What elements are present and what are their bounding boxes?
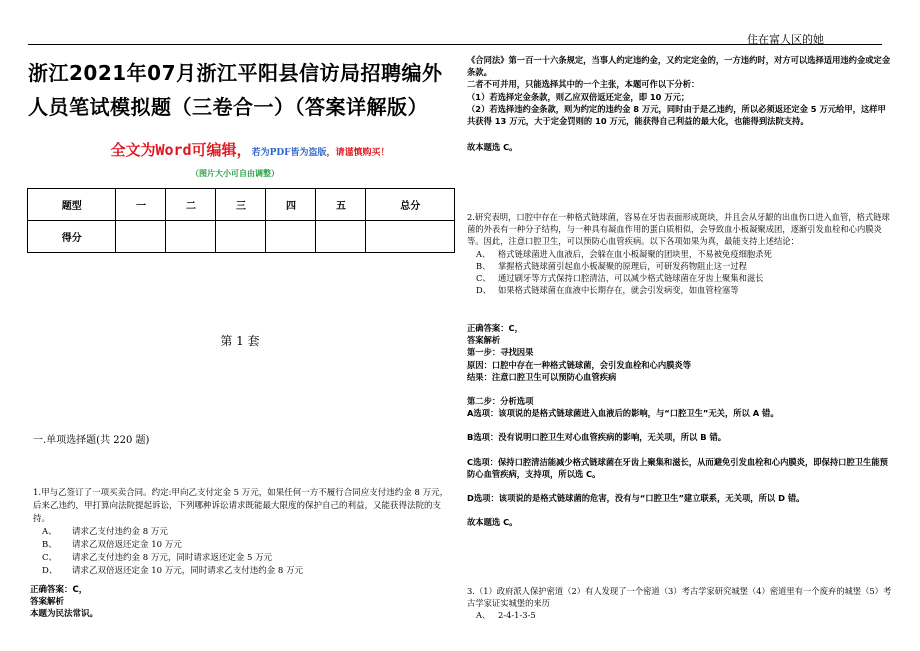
score-row-label: 得分	[28, 221, 116, 253]
score-header-cell: 五	[316, 189, 366, 221]
question-2-option-a	[467, 248, 894, 260]
analysis-step-1: 第一步：寻找因果	[467, 347, 534, 358]
option-text: 掌握格式链球菌引起血小板凝聚的原理后，可研发药物阻止这一过程	[498, 260, 747, 271]
question-2-stem: 2.研究表明，口腔中存在一种格式链球菌，容易在牙齿表面形成斑块，并且会从牙龈的出血伤口进入血管，格式链球菌的外表有一种分子结构，与一种具有凝血作用的蛋白质相似，会导致血小板凝聚成团，逐渐引发血栓和心内膜炎等。因此，注意口腔卫生，可以预防心血管疾病。以下各项如果为真，最能支持上述结论：	[467, 212, 890, 247]
option-letter: D、	[42, 566, 58, 576]
score-header-cell: 总分	[366, 189, 455, 221]
option-text: 通过刷牙等方式保持口腔清洁，可以减少格式链球菌在牙齿上聚集和滋长	[498, 273, 764, 284]
score-cell	[216, 221, 266, 253]
question-3-stem: 3.（1）政府派人保护密道（2）有人发现了一个密道（3）考古学家研究城堡（4）密道里有一个废弃的城堡（5）考古学家证实城堡的来历	[467, 586, 892, 609]
notice-pdf-piracy: 若为PDF皆为盗版	[251, 148, 327, 158]
image-size-note: （图片大小可自由调整）	[191, 168, 279, 178]
question-1-option-b	[33, 539, 451, 552]
option-letter: D、	[476, 285, 491, 296]
analysis-paragraph: 二者不可并用，只能选择其中的一个主张，本题可作以下分析：	[467, 79, 700, 90]
analysis-title: 答案解析	[30, 597, 65, 607]
header-right-text: 住在富人区的她	[747, 34, 824, 46]
score-header-cell: 四	[266, 189, 316, 221]
score-header-cell: 一	[116, 189, 166, 221]
correct-answer: 正确答案：C，	[467, 323, 523, 333]
question-3	[467, 585, 894, 622]
question-2-answer	[467, 322, 894, 528]
score-cell	[266, 221, 316, 253]
score-cell	[366, 221, 455, 253]
option-letter: C、	[42, 553, 58, 563]
option-text: 请求乙双倍返还定金 10 万元，同时请求乙支付违约金 8 万元	[72, 566, 304, 576]
analysis-option-b: B选项：没有说明口腔卫生对心血管疾病的影响，无关项，所以 B 错。	[467, 432, 727, 443]
option-letter: A、	[476, 610, 491, 621]
notice-word-editable: 全文为Word可编辑，	[110, 141, 252, 159]
analysis-result: 结果：注意口腔卫生可以预防心血管疾病	[467, 371, 617, 382]
option-text: 2-4-1-3-5	[498, 610, 536, 621]
option-letter: C、	[476, 273, 491, 284]
question-2-conclusion: 故本题选 C。	[467, 517, 518, 528]
score-table-score-row	[28, 221, 455, 253]
question-1-option-a	[33, 526, 451, 539]
option-letter: B、	[476, 260, 491, 271]
score-header-cell: 题型	[28, 189, 116, 221]
analysis-option-c: C选项：保持口腔清洁能减少格式链球菌在牙齿上聚集和滋长，从而避免引发血栓和心内膜炎，即保持口腔卫生能预防心血管疾病，支持项，所以选 C。	[467, 456, 888, 479]
option-text: 如果格式链球菌在血液中长期存在，就会引发病变，如血管栓塞等	[498, 285, 739, 296]
option-text: 请求乙支付违约金 8 万元	[72, 527, 168, 537]
score-table-header-row	[28, 189, 455, 221]
section-title: 一.单项选择题(共 220 题)	[33, 435, 150, 446]
score-header-cell: 二	[166, 189, 216, 221]
analysis-option-a: A选项：该项说的是格式链球菌进入血液后的影响，与“口腔卫生”无关，所以 A 错。	[467, 408, 779, 419]
option-text: 格式链球菌进入血液后，会躲在血小板凝聚的团块里，不易被免疫细胞杀死	[498, 248, 772, 259]
analysis-line: 本题为民法常识。	[30, 609, 99, 619]
option-letter: B、	[42, 540, 57, 550]
score-cell	[166, 221, 216, 253]
question-1	[33, 487, 451, 578]
header-divider	[28, 44, 882, 45]
option-text: 请求乙支付违约金 8 万元，同时请求返还定金 5 万元	[72, 553, 273, 563]
question-2-option-c	[467, 272, 894, 284]
analysis-step-2: 第二步：分析选项	[467, 396, 534, 407]
question-3-option-a	[467, 609, 894, 621]
question-1-option-d	[33, 565, 451, 578]
purchase-notice	[60, 139, 440, 160]
question-1-option-c	[33, 552, 451, 565]
analysis-paragraph: （2）若选择违约金条款，则为约定的违约金 8 万元，同时由于是乙违约，所以必须返还定金 5 万元给甲，这样甲共获得 13 万元，大于定金罚则的 10 万元，能获得自己利益的最大化，也能得到法院支持。	[467, 103, 886, 127]
notice-caution: ，请谨慎购买！	[326, 148, 390, 158]
analysis-paragraph: （1）若选择定金条款，则乙应双倍返还定金，即 10 万元；	[467, 91, 690, 102]
score-cell	[116, 221, 166, 253]
score-header-cell: 三	[216, 189, 266, 221]
question-1-conclusion: 故本题选 C。	[467, 142, 518, 152]
question-1-answer	[30, 584, 450, 620]
question-1-stem: 1.甲与乙签订了一项买卖合同。约定:甲向乙支付定金 5 万元，如果任何一方不履行合同应支付违约金 8 万元，后来乙违约，甲打算向法院提起诉讼，下列哪种诉讼请求既能最大限度的保护自己的利益，又能获得法院的支持。	[33, 488, 449, 524]
question-1-analysis-cont	[467, 54, 894, 127]
analysis-option-d: D选项：该项说的是格式链球菌的危害，没有与“口腔卫生”建立联系，无关项，所以 D 错。	[467, 493, 805, 504]
score-table	[27, 188, 455, 253]
option-text: 请求乙双倍返还定金 10 万元	[72, 540, 182, 550]
score-cell	[316, 221, 366, 253]
option-letter: A、	[42, 527, 57, 537]
analysis-paragraph: 《合同法》第一百一十六条规定，当事人约定违约金，又约定定金的，一方违约时，对方可以选择适用违约金或定金条款。	[467, 55, 891, 78]
correct-answer: 正确答案：C，	[30, 585, 88, 595]
question-2-option-b	[467, 260, 894, 272]
question-2	[467, 211, 894, 296]
question-2-option-d	[467, 284, 894, 296]
analysis-cause: 原因：口腔中存在一种格式链球菌，会引发血栓和心内膜炎等	[467, 359, 692, 370]
analysis-title: 答案解析	[467, 335, 501, 346]
set-title: 第 1 套	[220, 334, 260, 348]
document-title: 浙江2021年07月浙江平阳县信访局招聘编外人员笔试模拟题（三卷合一）（答案详解版）	[28, 61, 443, 119]
option-letter: A、	[476, 248, 491, 259]
